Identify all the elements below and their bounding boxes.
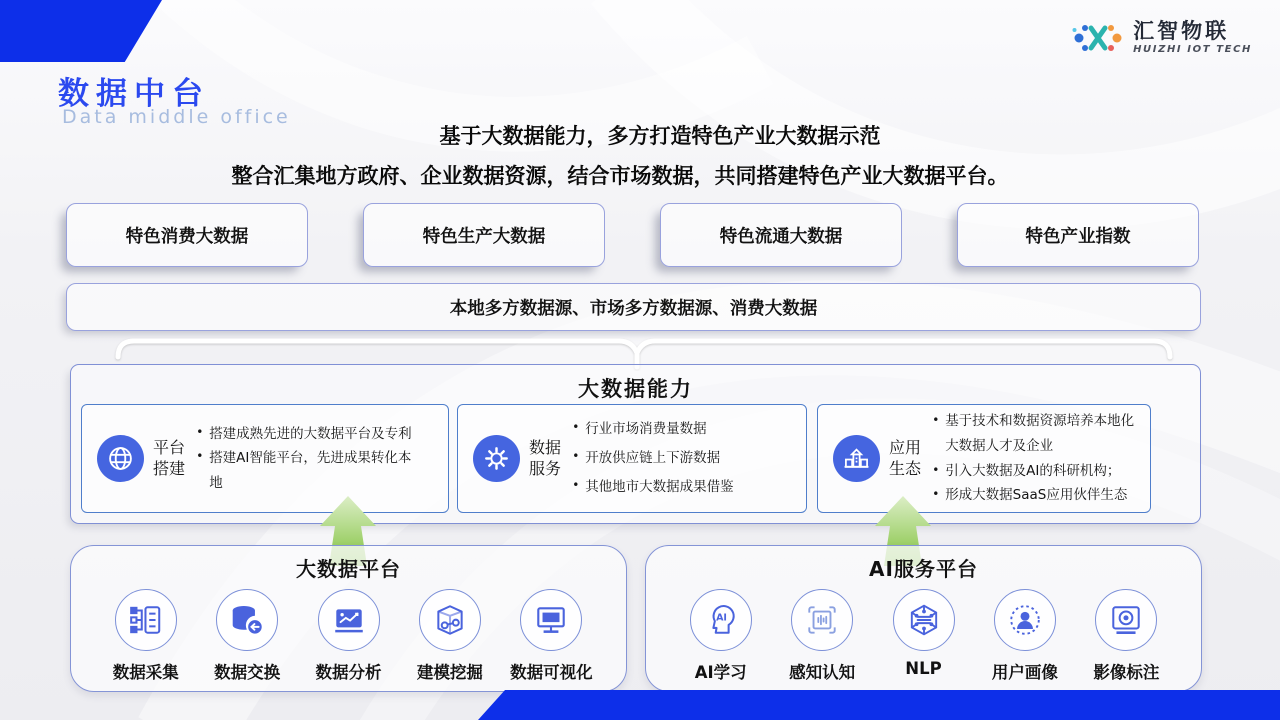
platform-item-user-profile — [974, 589, 1075, 683]
intro-line-2: 整合汇集地方政府、企业数据资源，结合市场数据，共同搭建特色产业大数据平台。 — [231, 164, 1009, 188]
platform-item-ai-learning — [670, 589, 771, 683]
platform-item-nlp — [873, 589, 974, 683]
capability-label: 平台搭建 — [153, 437, 186, 478]
platform-item-modeling-mining — [399, 589, 500, 683]
logo-name: 汇智物联 — [1133, 19, 1230, 44]
bottom-ribbon — [478, 690, 1280, 720]
bigdata-platform-title: 大数据平台 — [296, 557, 401, 581]
logo-network-icon — [1071, 16, 1125, 60]
ai-learning-icon — [690, 589, 752, 651]
user-profile-icon — [994, 589, 1056, 651]
page-title: 数据中台 — [58, 76, 210, 112]
perception-icon — [791, 589, 853, 651]
gear-icon — [473, 435, 520, 482]
campus-icon — [833, 435, 880, 482]
nlp-icon — [893, 589, 955, 651]
top-box-row — [66, 203, 1199, 267]
platform-item-label: 用户画像 — [991, 663, 1058, 682]
platform-item-data-visualization — [501, 589, 602, 683]
box-production-bigdata: 特色生产大数据 — [363, 203, 605, 267]
platform-item-label: 数据交换 — [214, 663, 281, 682]
ai-platform-title: AI服务平台 — [869, 557, 978, 581]
bullet: • 基于技术和数据资源培养本地化大数据人才及企业 — [930, 409, 1142, 459]
corner-ribbon — [0, 0, 162, 62]
bigdata-platform-icons — [71, 589, 626, 683]
platform-item-image-annotation — [1076, 589, 1177, 683]
bullet: • 行业市场消费量数据 — [570, 415, 734, 444]
data-analysis-icon — [318, 589, 380, 651]
bullet: • 搭建AI智能平台，先进成果转化本地 — [194, 446, 412, 495]
platform-item-label: 数据分析 — [315, 663, 382, 682]
page-subtitle: Data middle office — [62, 106, 291, 128]
box-consumer-bigdata: 特色消费大数据 — [66, 203, 308, 267]
ai-platform-section — [645, 545, 1202, 692]
capability-bullets — [194, 422, 412, 495]
capability-bullets — [930, 409, 1142, 509]
data-sources-box: 本地多方数据源、市场多方数据源、消费大数据 — [66, 283, 1201, 331]
data-exchange-icon — [216, 589, 278, 651]
intro-line-1: 基于大数据能力，多方打造特色产业大数据示范 — [439, 124, 881, 148]
box-circulation-bigdata: 特色流通大数据 — [660, 203, 902, 267]
box-industry-index: 特色产业指数 — [957, 203, 1199, 267]
ai-platform-icons — [646, 589, 1201, 683]
bullet: • 其他地市大数据成果借鉴 — [570, 473, 734, 502]
bullet: • 搭建成熟先进的大数据平台及专利 — [194, 422, 412, 446]
platform-item-label: 建模挖掘 — [416, 663, 483, 682]
platform-item-label: NLP — [905, 659, 942, 678]
platform-item-label: 感知认知 — [789, 663, 856, 682]
logo-tagline: HUIZHI IOT TECH — [1133, 44, 1252, 56]
bullet: • 引入大数据及AI的科研机构； — [930, 459, 1142, 484]
capability-data-service — [457, 404, 807, 513]
capability-label: 应用生态 — [889, 437, 922, 478]
capability-section — [70, 364, 1201, 524]
bullet: • 形成大数据SaaS应用伙伴生态 — [930, 483, 1142, 508]
capability-platform-build — [81, 404, 449, 513]
modeling-mining-icon — [419, 589, 481, 651]
capability-bullets — [570, 415, 734, 502]
platform-item-data-analysis — [298, 589, 399, 683]
company-logo — [1071, 16, 1252, 60]
platform-item-data-exchange — [196, 589, 297, 683]
globe-icon — [97, 435, 144, 482]
capability-label: 数据服务 — [529, 437, 562, 478]
bullet: • 开放供应链上下游数据 — [570, 444, 734, 473]
bigdata-platform-section — [70, 545, 627, 692]
platform-item-label: 影像标注 — [1093, 663, 1160, 682]
platform-item-label: 数据可视化 — [510, 663, 593, 682]
data-collect-icon — [115, 589, 177, 651]
capability-title: 大数据能力 — [578, 377, 693, 401]
svg-text:AI: AI — [715, 612, 727, 624]
capability-app-ecosystem — [817, 404, 1151, 513]
platform-item-perception — [771, 589, 872, 683]
image-annotation-icon — [1095, 589, 1157, 651]
platform-item-data-collect — [95, 589, 196, 683]
platform-item-label: AI学习 — [694, 663, 747, 682]
platform-item-label: 数据采集 — [112, 663, 179, 682]
data-visualization-icon — [520, 589, 582, 651]
